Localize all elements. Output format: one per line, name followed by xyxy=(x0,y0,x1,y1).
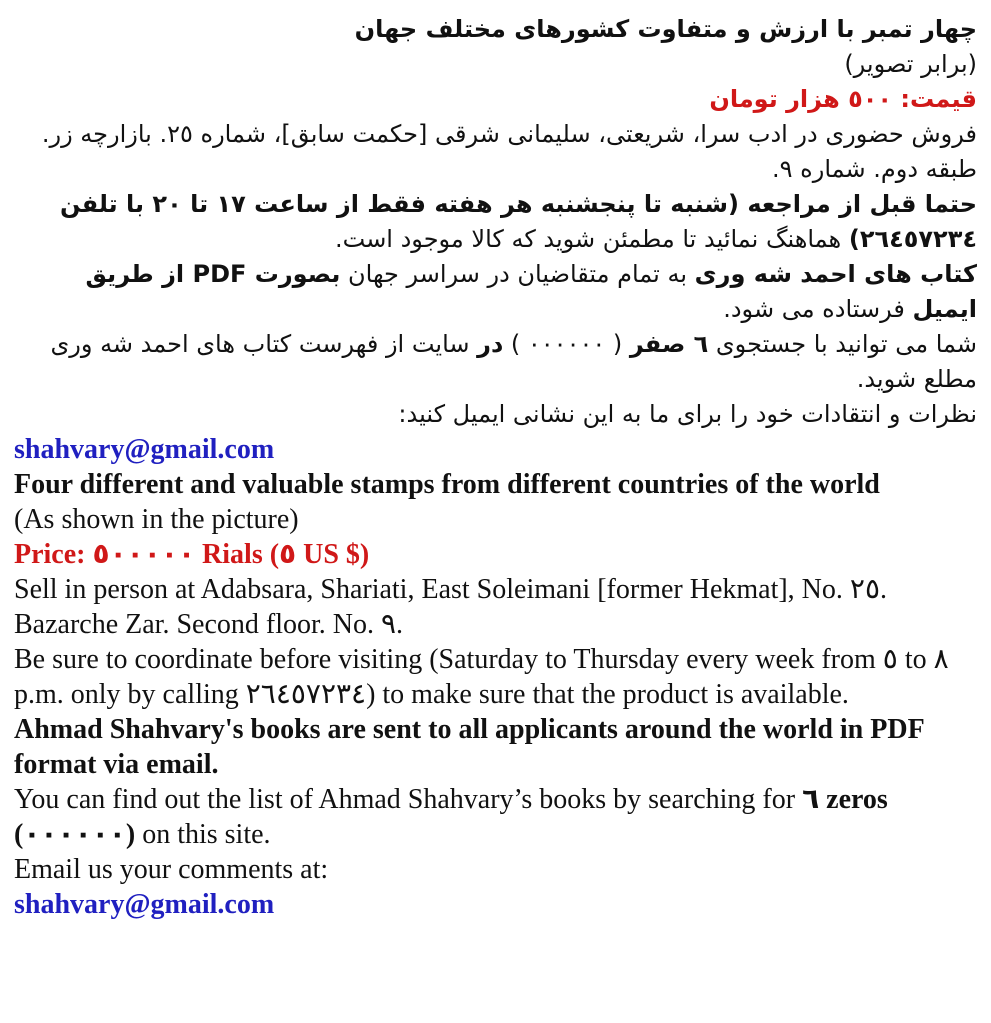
persian-books-author: کتاب های احمد شه وری xyxy=(694,260,977,288)
persian-comments-note: نظرات و انتقادات خود را برای ما به این نشانی ایمیل کنید: xyxy=(398,400,977,428)
english-books-note: Ahmad Shahvary's books are sent to all applicants around the world in PDF format via email. xyxy=(14,714,924,780)
persian-search-mid: ( ٠٠٠٠٠٠ ) xyxy=(503,330,630,358)
english-address: Sell in person at Adabsara, Shariati, East Soleimani [former Hekmat], No. ٢٥. Bazarche Zar. Second floor. No. ٩. xyxy=(14,574,887,640)
persian-books-rest: فرستاده می شود. xyxy=(723,295,913,323)
english-search-zeros: ٦ zeros (٠٠٠٠٠٠) xyxy=(14,784,888,850)
persian-search-in: در xyxy=(477,330,504,358)
persian-visit-note-bold: حتما قبل از مراجعه (شنبه تا پنجشنبه هر هفته فقط از ساعت ١٧ تا ٢٠ با تلفن ٢٦٤٥٧٢٣٤) xyxy=(60,190,977,253)
persian-search-note xyxy=(14,327,977,397)
english-search-pre: You can find out the list of Ahmad Shahvary’s books by searching for xyxy=(14,784,803,815)
english-search-rest: on this site. xyxy=(135,819,271,850)
persian-title: چهار تمبر با ارزش و متفاوت کشورهای مختلف جهان xyxy=(354,15,977,43)
persian-price: قیمت: ٥٠٠ هزار تومان xyxy=(709,85,977,113)
english-comments-note: Email us your comments at: xyxy=(14,854,329,885)
persian-address: فروش حضوری در ادب سرا، شریعتی، سلیمانی شرقی [حکمت سابق]، شماره ٢٥. بازارچه زر. طبقه دوم. شماره ٩. xyxy=(41,120,977,183)
persian-visit-note xyxy=(14,187,977,257)
persian-subtitle: (برابر تصویر) xyxy=(844,50,977,78)
english-price: Price: ٥٠٠٠٠٠ Rials (٥ US $) xyxy=(14,539,370,570)
persian-books-format: بصورت PDF از طریق ایمیل xyxy=(85,260,977,323)
email-link-top[interactable]: shahvary@gmail.com xyxy=(14,434,275,465)
persian-search-pre: شما می توانید با جستجوی xyxy=(708,330,977,358)
english-subtitle: (As shown in the picture) xyxy=(14,504,299,535)
email-link-bottom[interactable]: shahvary@gmail.com xyxy=(14,889,275,920)
persian-books-mid: به تمام متقاضیان در سراسر جهان xyxy=(340,260,695,288)
english-title: Four different and valuable stamps from different countries of the world xyxy=(14,469,880,500)
english-search-note xyxy=(14,782,977,852)
persian-books-note xyxy=(14,257,977,327)
persian-search-rest: سایت از فهرست کتاب های احمد شه وری مطلع شوید. xyxy=(50,330,977,393)
persian-visit-note-rest: هماهنگ نمائید تا مطمئن شوید که کالا موجود است. xyxy=(335,225,849,253)
persian-search-zeros: ٦ صفر xyxy=(629,330,709,358)
english-visit-note: Be sure to coordinate before visiting (Saturday to Thursday every week from ٥ to ٨ p.m. only by calling ٢٦٤٥٧٢٣٤) to make sure that the product is available. xyxy=(14,644,949,710)
